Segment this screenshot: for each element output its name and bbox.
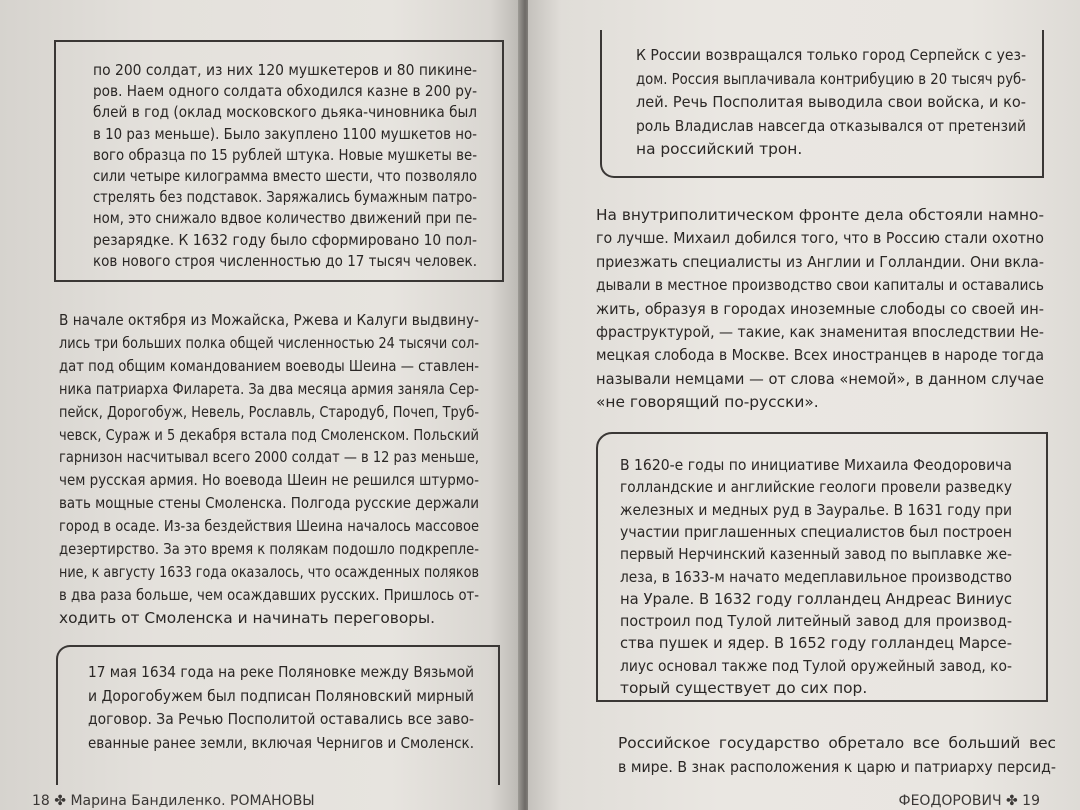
text-line: на российский трон. [636, 140, 803, 158]
text-line: построил под Тулой литейный завод для производ- [620, 612, 1012, 631]
text-line: ков нового строя численностью до 17 тысяч человек. [93, 251, 477, 270]
left-page [0, 0, 522, 810]
text-line: дат под общим командованием воеводы Шеина — ставлен- [59, 356, 479, 375]
text-line: 17 мая 1634 года на реке Поляновке между Вязьмой [88, 663, 474, 681]
text-line: договор. За Речью Посполитой оставались все заво- [88, 710, 474, 728]
text-line: сили четыре килограмма вместо шести, что позволяло [93, 167, 477, 185]
text-line: жить, образуя в городах иноземные слободы со своей ин- [596, 299, 1044, 318]
text-line: дывали в местное производство свои капиталы и оставались [596, 276, 1044, 295]
text-line: блей в год (оклад московского дьяка-чиновника был [93, 103, 477, 122]
text-line: ров. Наем одного солдата обходился казне в 200 ру- [93, 82, 477, 101]
left-page-footer: 18 ✤ Марина Бандиленко. РОМАНОВЫ [32, 793, 315, 809]
text-line: в мире. В знак расположения к царю и патриарху персид- [618, 757, 1056, 776]
text-line: ства пушек и ядер. В 1652 году голландец Марсе- [620, 634, 1012, 653]
text-line: ника патриарха Филарета. За два месяца армия заняла Сер- [59, 379, 479, 398]
text-line: мецкая слобода в Москве. Всех иностранцев в народе тогда [596, 346, 1044, 365]
text-line: Российское государство обретало все больший вес [618, 734, 1056, 752]
text-line: стрелять без подставок. Заряжались бумажным патро- [93, 188, 477, 207]
text-line: и Дорогобужем был подписан Поляновский мирный [88, 686, 474, 705]
text-line: роль Владислав навсегда отказывался от претензий [636, 116, 1026, 135]
text-line: еванные ранее земли, включая Чернигов и Смоленск. [88, 733, 474, 752]
text-line: го лучше. Михаил добился того, что в Россию стали охотно [596, 229, 1044, 248]
text-line: голландские и английские геологи провели разведку [620, 478, 1012, 497]
text-line: ние, к августу 1633 года оказалось, что осажденных поляков [59, 562, 479, 581]
text-line: пейск, Дорогобуж, Невель, Рославль, Стародуб, Почеп, Труб- [59, 402, 479, 421]
text-line: леза, в 1633-м начато медеплавильное производство [620, 567, 1012, 586]
text-line: ном, это снижало вдвое количество движений при пе- [93, 209, 477, 228]
text-line: чевск, Сураж и 5 декабря встала под Смоленском. Польский [59, 425, 479, 444]
text-line: чем русская армия. Но воевода Шеин не решился штурмо- [59, 471, 479, 490]
text-line: лись три больших полка общей численностью 24 тысячи сол- [59, 333, 479, 352]
right-page [528, 0, 1080, 810]
text-line: В 1620-е годы по инициативе Михаила Феодоровича [620, 456, 1012, 474]
text-line: резарядке. К 1632 году было сформировано 10 пол- [93, 230, 477, 249]
text-line: на Урале. В 1632 году голландец Андреас Виниус [620, 589, 1012, 608]
text-line: дом. Россия выплачивала контрибуцию в 20 тысяч руб- [636, 69, 1026, 88]
text-line: называли немцами — от слова «немой», в данном случае [596, 369, 1044, 388]
text-line: торый существует до сих пор. [620, 679, 868, 697]
text-line: в два раза больше, чем осаждавших русских. Пришлось от- [59, 585, 479, 604]
text-line: лей. Речь Посполитая выводила свои войска, и ко- [636, 93, 1026, 111]
text-line: лиус основал также под Тулой оружейный завод, ко- [620, 656, 1012, 675]
text-line: город в осаде. Из-за бездействия Шеина началось массовое [59, 517, 479, 536]
text-line: вого образца по 15 рублей штука. Новые мушкеты ве- [93, 145, 477, 164]
text-line: по 200 солдат, из них 120 мушкетеров и 80 пикине- [93, 61, 477, 79]
text-line: «не говорящий по-русски». [596, 393, 819, 412]
text-line: в 10 раз меньше). Было закуплено 1100 мушкетов но- [93, 124, 477, 143]
text-line: фраструктурой, — такие, как знаменитая впоследствии Не- [596, 323, 1044, 341]
text-line: ходить от Смоленска и начинать переговоры. [59, 608, 436, 627]
text-line: первый Нерчинский казенный завод по выплавке же- [620, 545, 1012, 564]
text-line: гарнизон насчитывал всего 2000 солдат — в 12 раз меньше, [59, 448, 479, 467]
text-line: вать мощные стены Смоленска. Полгода русские держали [59, 494, 479, 513]
text-line: участии приглашенных специалистов был построен [620, 522, 1012, 541]
text-line: На внутриполитическом фронте дела обстояли намно- [596, 206, 1044, 224]
text-line: В начале октября из Можайска, Ржева и Калуги выдвину- [59, 311, 479, 329]
text-line: К России возвращался только город Серпейск с уез- [636, 46, 1026, 64]
right-page-footer: ФЕОДОРОВИЧ ✤ 19 [898, 793, 1040, 809]
text-line: дезертирство. За это время к полякам подошло подкрепле- [59, 540, 479, 558]
text-line: приезжать специалисты из Англии и Голландии. Они вкла- [596, 252, 1044, 271]
text-line: железных и медных руд в Зауралье. В 1631 году при [620, 500, 1012, 519]
